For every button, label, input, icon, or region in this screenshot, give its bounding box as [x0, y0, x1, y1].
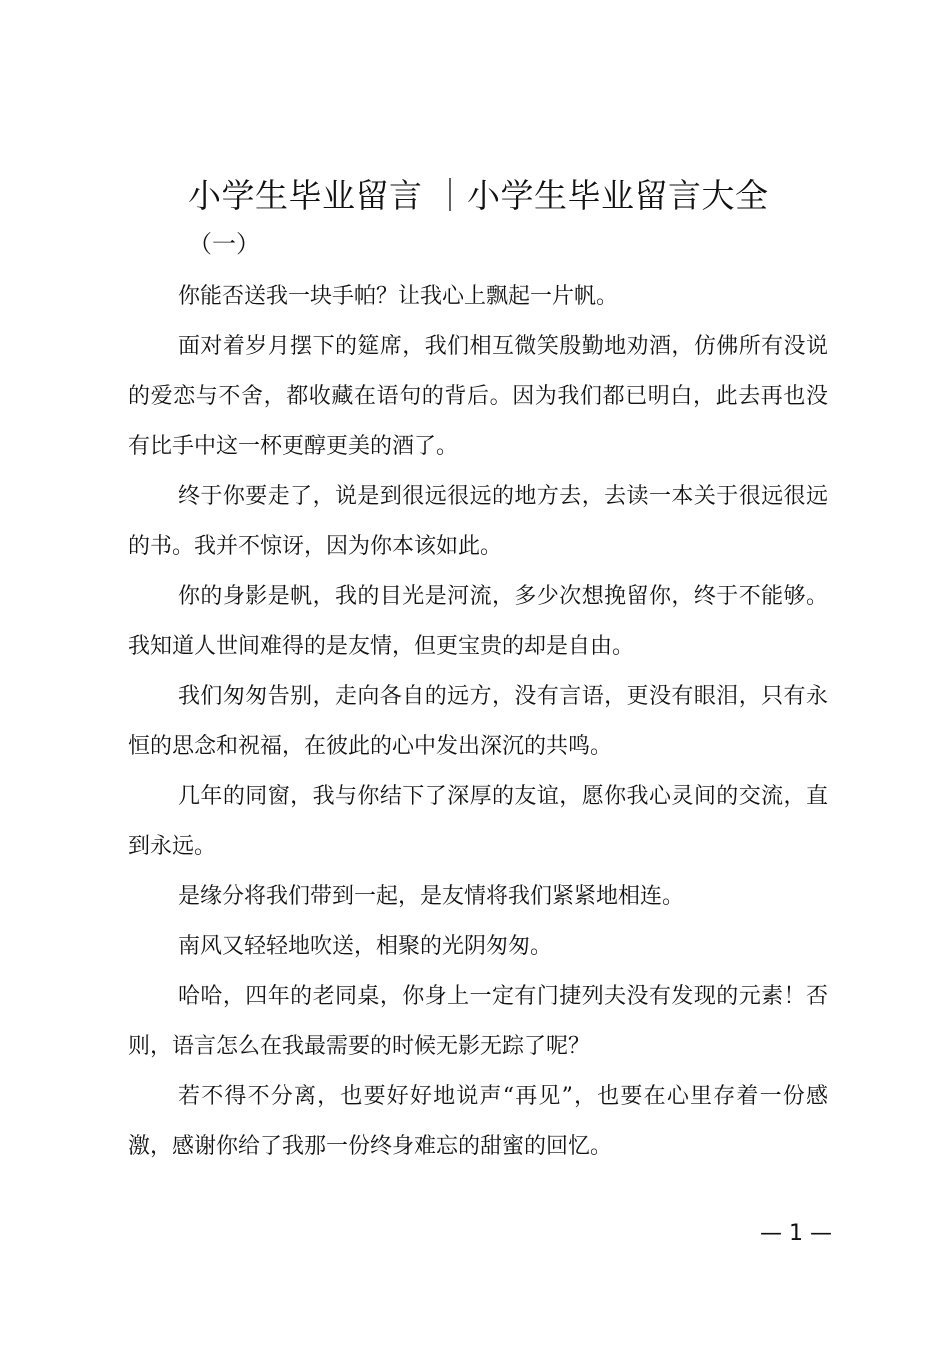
- document-body: [128, 272, 828, 1172]
- paragraph: 几年的同窗，我与你结下了深厚的友谊，愿你我心灵间的交流，直到永远。: [128, 784, 828, 859]
- paragraph: 是缘分将我们带到一起，是友情将我们紧紧地相连。: [178, 884, 685, 909]
- paragraph: 你能否送我一块手帕？让我心上飘起一片帆。: [178, 284, 619, 309]
- paragraph: 我们匆匆告别，走向各自的远方，没有言语，更没有眼泪，只有永恒的思念和祝福，在彼此的心中发出深沉的共鸣。: [128, 684, 828, 759]
- paragraph: 南风又轻轻地吹送，相聚的光阴匆匆。: [178, 934, 553, 959]
- paragraph: 哈哈，四年的老同桌，你身上一定有门捷列夫没有发现的元素！否则，语言怎么在我最需要的时候无影无踪了呢？: [128, 984, 828, 1059]
- document-title: 小学生毕业留言 ｜小学生毕业留言大全: [188, 176, 769, 215]
- paragraph: 若不得不分离，也要好好地说声“再见”，也要在心里存着一份感激，感谢你给了我那一份终身难忘的甜蜜的回忆。: [128, 1084, 828, 1159]
- section-label: （一）: [188, 230, 260, 258]
- paragraph: 终于你要走了，说是到很远很远的地方去，去读一本关于很远很远的书。我并不惊讶，因为你本该如此。: [128, 484, 828, 559]
- page-number: — 1 —: [760, 1221, 832, 1246]
- paragraph: 面对着岁月摆下的筵席，我们相互微笑殷勤地劝酒，仿佛所有没说的爱恋与不舍，都收藏在语句的背后。因为我们都已明白，此去再也没有比手中这一杯更醇更美的酒了。: [128, 334, 828, 459]
- paragraph: 你的身影是帆，我的目光是河流，多少次想挽留你，终于不能够。我知道人世间难得的是友情，但更宝贵的却是自由。: [128, 584, 828, 659]
